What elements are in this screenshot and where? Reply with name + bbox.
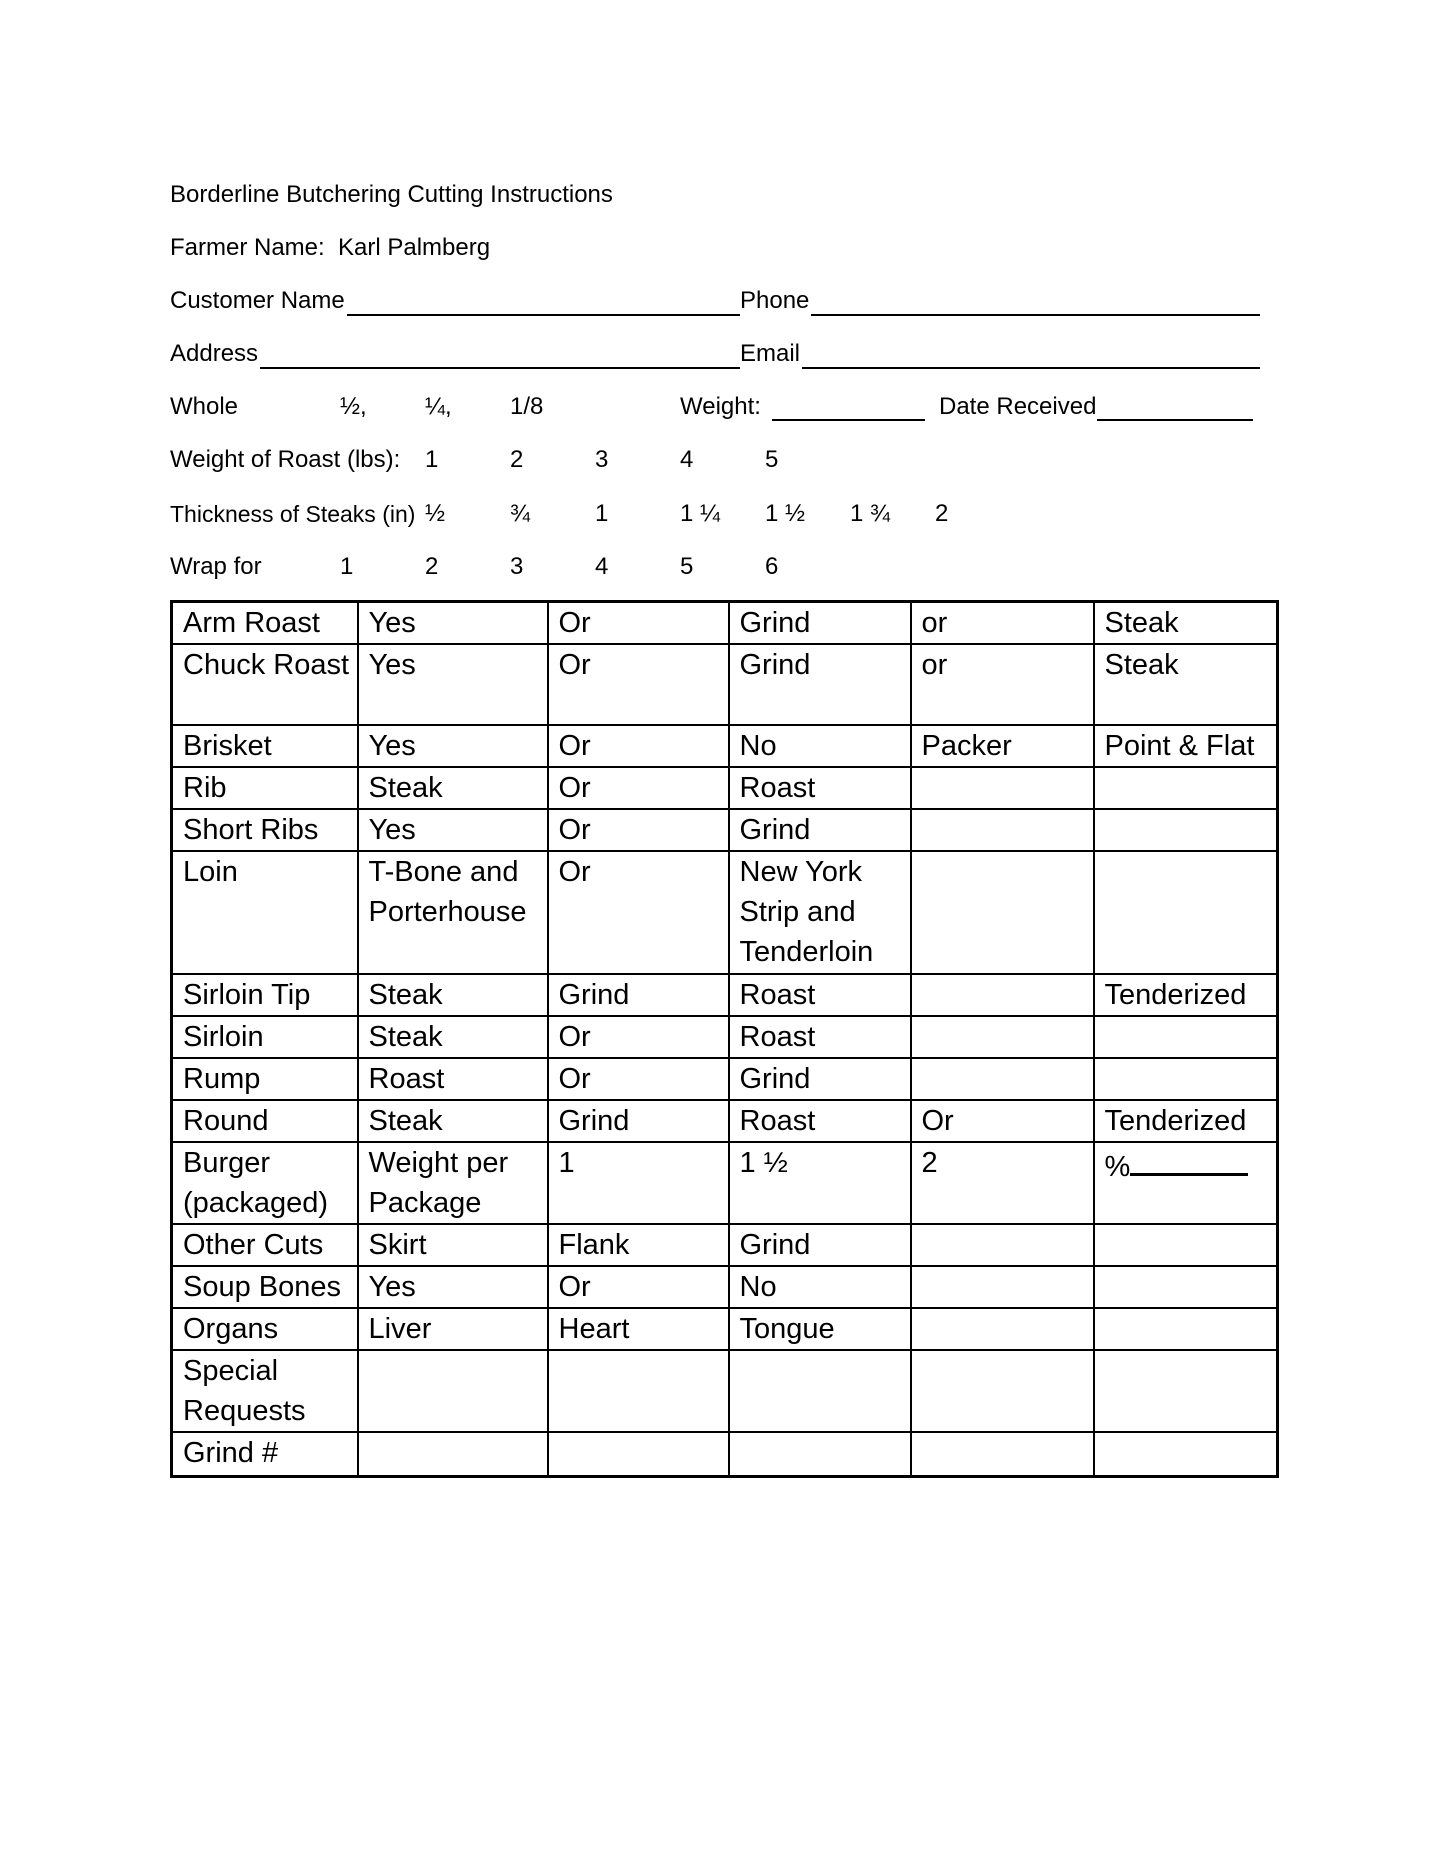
table-cell: Organs [172,1308,358,1350]
address-email-line [170,339,1260,369]
steak-thickness-line [170,499,1276,531]
thickness-option: 1 ½ [765,500,806,527]
roast-option: 3 [595,446,609,473]
steak-thickness-label: Thickness of Steaks (in) [170,501,416,527]
table-cell: Soup Bones [172,1266,358,1308]
table-cell: Other Cuts [172,1224,358,1266]
table-cell [911,1266,1094,1308]
table-cell [911,1308,1094,1350]
half-option: ½, [340,393,367,420]
table-cell: Or [548,725,729,767]
cuts-table-body [172,602,1278,1477]
table-cell: Short Ribs [172,809,358,851]
table-cell: Point & Flat [1094,725,1278,767]
customer-name-field [170,286,740,316]
table-cell [911,1058,1094,1100]
table-cell [911,767,1094,809]
table-cell: Yes [358,644,548,725]
date-received-blank [1097,392,1253,421]
table-cell [1094,1308,1278,1350]
table-cell: Round [172,1100,358,1142]
phone-field [740,286,1260,316]
table-cell [1094,1432,1278,1476]
table-cell [1094,1058,1278,1100]
table-row [172,1432,1278,1476]
table-cell: Or [548,1016,729,1058]
table-cell: Steak [358,974,548,1016]
table-cell: Grind # [172,1432,358,1476]
table-cell: T-Bone and Porterhouse [358,851,548,974]
table-row [172,1224,1278,1266]
whole-label: Whole [170,393,239,420]
wrap-option: 3 [510,553,524,580]
table-cell [911,1432,1094,1476]
table-cell: Grind [548,974,729,1016]
wrap-option: 2 [425,553,439,580]
table-cell [1094,809,1278,851]
table-cell: Grind [729,809,911,851]
table-cell [1094,1266,1278,1308]
roast-option: 1 [425,446,439,473]
table-cell: Or [548,1266,729,1308]
thickness-option: 1 ¼ [680,500,721,527]
table-cell: Steak [1094,644,1278,725]
table-cell: No [729,1266,911,1308]
customer-name-blank [347,288,740,316]
table-cell: No [729,725,911,767]
address-field [170,339,740,369]
table-cell: Packer [911,725,1094,767]
thickness-option: ¾ [510,500,531,527]
weight-blank [772,392,925,421]
wrap-for-label: Wrap for [170,553,262,580]
table-cell [358,1350,548,1432]
thickness-option: ½ [425,500,446,527]
roast-weight-line [170,445,1276,477]
wrap-option: 1 [340,553,354,580]
table-cell [729,1350,911,1432]
table-cell: Arm Roast [172,602,358,645]
table-cell [358,1432,548,1476]
whole-line [170,392,1276,424]
table-cell: Burger (packaged) [172,1142,358,1224]
email-blank [802,341,1260,369]
table-cell: Grind [729,644,911,725]
address-label: Address [170,340,259,367]
percent-blank [1130,1143,1248,1176]
table-cell: Or [548,851,729,974]
table-cell: Or [548,809,729,851]
table-row [172,767,1278,809]
table-cell: Steak [358,767,548,809]
wrap-option: 5 [680,553,694,580]
wrap-option: 6 [765,553,779,580]
table-cell: Or [548,767,729,809]
table-cell: Steak [1094,602,1278,645]
table-cell: Grind [729,602,911,645]
table-cell: Steak [358,1016,548,1058]
table-cell: Yes [358,602,548,645]
date-received-label: Date Received [939,393,1097,420]
quarter-option: ¼, [425,393,452,420]
roast-weight-label: Weight of Roast (lbs): [170,446,401,473]
table-cell [1094,1224,1278,1266]
table-row [172,1058,1278,1100]
table-cell [911,851,1094,974]
email-field [740,339,1260,369]
table-cell: Or [548,602,729,645]
thickness-option: 1 [595,500,609,527]
table-cell: Or [911,1100,1094,1142]
table-cell: 1 [548,1142,729,1224]
table-cell [911,1350,1094,1432]
table-cell: Rump [172,1058,358,1100]
table-cell: Roast [729,1016,911,1058]
thickness-option: 1 ¾ [850,500,891,527]
table-cell: Tongue [729,1308,911,1350]
table-cell [548,1350,729,1432]
table-row [172,1350,1278,1432]
roast-option: 5 [765,446,779,473]
table-cell: Heart [548,1308,729,1350]
table-row [172,644,1278,725]
table-cell: or [911,644,1094,725]
table-cell [911,1016,1094,1058]
table-cell: Brisket [172,725,358,767]
address-blank [260,341,740,369]
phone-blank [811,288,1260,316]
table-cell: Or [548,644,729,725]
table-cell [1094,1350,1278,1432]
table-cell: Roast [729,767,911,809]
table-cell: Flank [548,1224,729,1266]
table-cell: Tenderized [1094,1100,1278,1142]
wrap-option: 4 [595,553,609,580]
table-row [172,851,1278,974]
table-cell [548,1432,729,1476]
table-cell [1094,767,1278,809]
table-row [172,1100,1278,1142]
table-row [172,974,1278,1016]
table-cell: % [1094,1142,1278,1224]
roast-option: 4 [680,446,694,473]
table-cell: Yes [358,1266,548,1308]
roast-option: 2 [510,446,524,473]
table-cell: Tenderized [1094,974,1278,1016]
table-row [172,1016,1278,1058]
table-cell: Grind [729,1224,911,1266]
table-cell [729,1432,911,1476]
table-cell: Special Requests [172,1350,358,1432]
table-cell: Sirloin [172,1016,358,1058]
table-cell: Roast [729,1100,911,1142]
table-cell: Steak [358,1100,548,1142]
table-cell [1094,851,1278,974]
eighth-option: 1/8 [510,393,544,420]
table-cell [911,1224,1094,1266]
page-title: Borderline Butchering Cutting Instructions [170,181,613,208]
wrap-for-line [170,552,1276,584]
customer-name-label: Customer Name [170,287,345,314]
customer-phone-line [170,286,1260,316]
table-cell [911,974,1094,1016]
table-cell: Roast [729,974,911,1016]
cuts-table [170,600,1279,1478]
table-row [172,1266,1278,1308]
table-cell: Grind [729,1058,911,1100]
table-cell: Grind [548,1100,729,1142]
table-cell: Rib [172,767,358,809]
email-label: Email [740,340,801,367]
table-cell: Skirt [358,1224,548,1266]
table-cell: Loin [172,851,358,974]
table-row [172,1308,1278,1350]
table-row [172,725,1278,767]
table-cell: Weight per Package [358,1142,548,1224]
thickness-option: 2 [935,500,949,527]
table-cell: Chuck Roast [172,644,358,725]
table-cell: 1 ½ [729,1142,911,1224]
weight-label: Weight: [680,393,761,420]
table-cell: Or [548,1058,729,1100]
table-cell: 2 [911,1142,1094,1224]
table-cell: Liver [358,1308,548,1350]
table-cell: Sirloin Tip [172,974,358,1016]
table-row [172,1142,1278,1224]
table-cell [911,809,1094,851]
table-cell: Roast [358,1058,548,1100]
table-cell: or [911,602,1094,645]
table-cell [1094,1016,1278,1058]
table-cell: Yes [358,725,548,767]
table-row [172,809,1278,851]
farmer-name-line: Farmer Name: Karl Palmberg [170,234,491,261]
table-cell: Yes [358,809,548,851]
table-cell: New York Strip and Tenderloin [729,851,911,974]
phone-label: Phone [740,287,810,314]
table-row [172,602,1278,645]
